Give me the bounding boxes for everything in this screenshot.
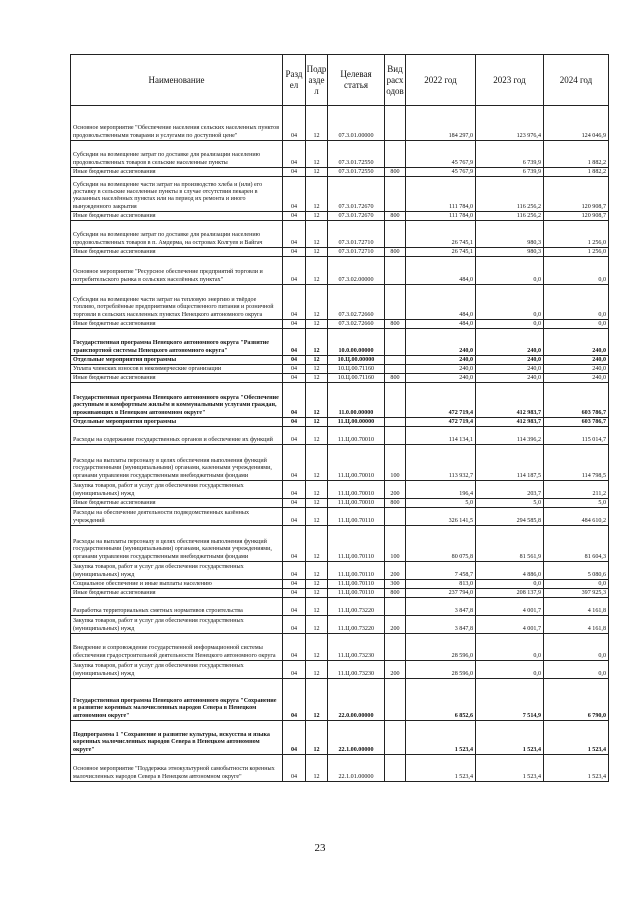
row-2022: 813,0	[406, 580, 476, 589]
row-expense-type: 800	[385, 248, 406, 257]
row-expense-type	[385, 418, 406, 427]
row-subsection: 12	[306, 598, 328, 616]
row-section: 04	[283, 634, 306, 661]
row-2024: 5,0	[544, 499, 609, 508]
row-target: 11.Ц.00.70010	[328, 499, 385, 508]
row-target: 10.Ц.00.71160	[328, 365, 385, 374]
row-target: 11.Ц.00.70110	[328, 580, 385, 589]
row-section: 04	[283, 616, 306, 634]
row-target: 11.Ц.00.70010	[328, 445, 385, 481]
row-target: 10.0.00.00000	[328, 329, 385, 356]
row-subsection: 12	[306, 721, 328, 755]
row-expense-type: 800	[385, 499, 406, 508]
row-2022: 1 523,4	[406, 721, 476, 755]
row-section: 04	[283, 427, 306, 445]
row-subsection: 12	[306, 285, 328, 320]
row-2022: 196,4	[406, 481, 476, 499]
row-name: Иные бюджетные ассигнования	[71, 499, 283, 508]
row-2023: 6 739,9	[476, 168, 544, 177]
row-section: 04	[283, 383, 306, 418]
page-number: 23	[314, 842, 326, 854]
table-row	[71, 106, 609, 141]
row-expense-type	[385, 679, 406, 721]
row-2023: 81 561,9	[476, 526, 544, 562]
row-2022: 111 784,0	[406, 177, 476, 212]
row-subsection: 12	[306, 383, 328, 418]
row-expense-type	[385, 356, 406, 365]
row-2023: 116 256,2	[476, 177, 544, 212]
row-2024: 4 161,8	[544, 598, 609, 616]
table-row	[71, 383, 609, 418]
row-2022: 326 141,5	[406, 508, 476, 526]
row-2023: 240,0	[476, 374, 544, 383]
row-2024: 1 523,4	[544, 755, 609, 782]
row-name: Основное мероприятие "Ресурсное обеспечение предприятий торговли и потребительского рынка в сельских населённых пунктах"	[71, 257, 283, 285]
table-row	[71, 320, 609, 329]
row-2022: 28 596,0	[406, 634, 476, 661]
row-name: Подпрограмма 1 "Сохранение и развитие культуры, искусства и языка коренных малочисленных народов Севера в Ненецком автономном округе"	[71, 721, 283, 755]
row-expense-type: 800	[385, 374, 406, 383]
row-expense-type: 300	[385, 580, 406, 589]
table-row	[71, 755, 609, 782]
row-2024: 211,2	[544, 481, 609, 499]
row-2022: 45 767,9	[406, 168, 476, 177]
row-target: 07.3.01.72710	[328, 221, 385, 248]
row-2024: 603 786,7	[544, 383, 609, 418]
row-2023: 4 886,0	[476, 562, 544, 580]
row-expense-type: 200	[385, 616, 406, 634]
row-2024: 240,0	[544, 329, 609, 356]
row-name: Субсидии на возмещение части затрат на производство хлеба и (или) его доставку в сельские населенные пункты в случае отсутствия пекарен в указанных населённых пунктах или на период их ремонта и иного вынужденного закрытия	[71, 177, 283, 212]
row-2022: 114 134,1	[406, 427, 476, 445]
row-section: 04	[283, 418, 306, 427]
row-subsection: 12	[306, 168, 328, 177]
row-subsection: 12	[306, 499, 328, 508]
table-row	[71, 616, 609, 634]
row-2024: 6 790,0	[544, 679, 609, 721]
row-2022: 472 719,4	[406, 418, 476, 427]
row-name: Отдельные мероприятия программы	[71, 356, 283, 365]
row-subsection: 12	[306, 106, 328, 141]
row-2023: 0,0	[476, 257, 544, 285]
row-2024: 114 798,5	[544, 445, 609, 481]
row-2022: 45 767,9	[406, 141, 476, 168]
row-2022: 26 745,1	[406, 248, 476, 257]
table-row	[71, 598, 609, 616]
row-2022: 240,0	[406, 374, 476, 383]
row-target: 11.Ц.00.70010	[328, 481, 385, 499]
row-name: Государственная программа Ненецкого автономного округа "Сохранение и развитие коренных малочисленных народов Севера в Ненецком автономном округе"	[71, 679, 283, 721]
table-row	[71, 679, 609, 721]
row-section: 04	[283, 168, 306, 177]
row-expense-type: 100	[385, 445, 406, 481]
row-2022: 240,0	[406, 329, 476, 356]
table-row	[71, 661, 609, 679]
row-target: 11.Ц.00.73220	[328, 598, 385, 616]
row-expense-type	[385, 285, 406, 320]
row-2024: 397 925,3	[544, 589, 609, 598]
row-name: Иные бюджетные ассигнования	[71, 168, 283, 177]
row-subsection: 12	[306, 248, 328, 257]
table-row	[71, 285, 609, 320]
row-expense-type	[385, 106, 406, 141]
row-expense-type	[385, 177, 406, 212]
row-target: 11.Ц.00.70110	[328, 508, 385, 526]
row-2024: 0,0	[544, 257, 609, 285]
row-2024: 81 604,3	[544, 526, 609, 562]
row-2024: 115 014,7	[544, 427, 609, 445]
row-2022: 26 745,1	[406, 221, 476, 248]
row-section: 04	[283, 365, 306, 374]
row-2022: 5,0	[406, 499, 476, 508]
row-name: Основное мероприятие "Обеспечение населения сельских населенных пунктов продовольственными товарами и услугами по доступной цене"	[71, 106, 283, 141]
table-row	[71, 212, 609, 221]
row-2024: 120 908,7	[544, 177, 609, 212]
budget-table	[70, 54, 609, 782]
row-target: 11.Ц.00.73230	[328, 634, 385, 661]
row-section: 04	[283, 679, 306, 721]
row-expense-type: 200	[385, 661, 406, 679]
row-subsection: 12	[306, 418, 328, 427]
row-target: 22.0.00.00000	[328, 679, 385, 721]
row-2024: 0,0	[544, 661, 609, 679]
row-2024: 1 256,0	[544, 248, 609, 257]
row-2023: 4 001,7	[476, 598, 544, 616]
row-name: Социальное обеспечение и иные выплаты населению	[71, 580, 283, 589]
row-2024: 0,0	[544, 320, 609, 329]
row-name: Расходы на выплаты персоналу в целях обеспечения выполнения функций государственными (муниципальными) органами, казенными учреждениями, органами управления государственными внебюджетными фондами	[71, 526, 283, 562]
row-2022: 3 847,8	[406, 616, 476, 634]
row-2023: 240,0	[476, 329, 544, 356]
header-2023: 2023 год	[476, 55, 544, 106]
row-section: 04	[283, 580, 306, 589]
row-2023: 0,0	[476, 285, 544, 320]
row-subsection: 12	[306, 141, 328, 168]
row-target: 22.1.00.00000	[328, 721, 385, 755]
row-section: 04	[283, 661, 306, 679]
row-target: 07.3.01.72710	[328, 248, 385, 257]
row-subsection: 12	[306, 589, 328, 598]
row-target: 10.Ц.00.71160	[328, 374, 385, 383]
row-target: 11.Ц.00.00000	[328, 418, 385, 427]
row-subsection: 12	[306, 679, 328, 721]
row-2023: 240,0	[476, 356, 544, 365]
row-section: 04	[283, 755, 306, 782]
row-name: Государственная программа Ненецкого автономного округа "Обеспечение доступным и комфортным жильём и коммунальными услугами граждан, проживающих в Ненецком автономном округе"	[71, 383, 283, 418]
row-subsection: 12	[306, 427, 328, 445]
row-2023: 294 585,8	[476, 508, 544, 526]
row-2024: 0,0	[544, 634, 609, 661]
row-expense-type: 200	[385, 562, 406, 580]
row-name: Закупка товаров, работ и услуг для обеспечения государственных (муниципальных) нужд	[71, 562, 283, 580]
row-section: 04	[283, 526, 306, 562]
table-row	[71, 721, 609, 755]
table-row	[71, 589, 609, 598]
row-expense-type	[385, 634, 406, 661]
row-subsection: 12	[306, 356, 328, 365]
table-row	[71, 177, 609, 212]
table-row	[71, 508, 609, 526]
row-2023: 412 983,7	[476, 418, 544, 427]
row-expense-type	[385, 257, 406, 285]
row-2023: 123 976,4	[476, 106, 544, 141]
row-name: Закупка товаров, работ и услуг для обеспечения государственных (муниципальных) нужд	[71, 616, 283, 634]
row-target: 07.3.02.00000	[328, 257, 385, 285]
row-2023: 208 137,9	[476, 589, 544, 598]
row-2023: 0,0	[476, 320, 544, 329]
row-target: 07.3.01.72550	[328, 141, 385, 168]
row-name: Иные бюджетные ассигнования	[71, 320, 283, 329]
row-2022: 1 523,4	[406, 755, 476, 782]
row-subsection: 12	[306, 562, 328, 580]
table-row	[71, 481, 609, 499]
row-2022: 484,0	[406, 320, 476, 329]
table-row	[71, 499, 609, 508]
row-subsection: 12	[306, 481, 328, 499]
table-row	[71, 526, 609, 562]
header-2024: 2024 год	[544, 55, 609, 106]
row-section: 04	[283, 248, 306, 257]
row-section: 04	[283, 589, 306, 598]
header-expense-type: Вид расх одов	[385, 55, 406, 106]
row-expense-type	[385, 721, 406, 755]
row-2022: 80 075,8	[406, 526, 476, 562]
header-section: Разд ел	[283, 55, 306, 106]
row-name: Субсидии на возмещение затрат по доставке для реализации населению продовольственных товаров в сельские населенные пункты	[71, 141, 283, 168]
row-target: 11.Ц.00.70110	[328, 589, 385, 598]
row-expense-type	[385, 508, 406, 526]
row-section: 04	[283, 508, 306, 526]
table-row	[71, 418, 609, 427]
row-expense-type	[385, 598, 406, 616]
row-section: 04	[283, 445, 306, 481]
table-row	[71, 374, 609, 383]
row-subsection: 12	[306, 374, 328, 383]
row-name: Основное мероприятие "Поддержка этнокультурной самобытности коренных малочисленных народов Севера в Ненецком автономном округе"	[71, 755, 283, 782]
row-2023: 7 514,9	[476, 679, 544, 721]
row-target: 11.0.00.00000	[328, 383, 385, 418]
row-2022: 7 458,7	[406, 562, 476, 580]
row-2023: 5,0	[476, 499, 544, 508]
table-header-row	[71, 55, 609, 106]
row-2024: 5 080,6	[544, 562, 609, 580]
row-2022: 240,0	[406, 356, 476, 365]
row-subsection: 12	[306, 526, 328, 562]
row-2024: 1 256,0	[544, 221, 609, 248]
row-name: Субсидии на возмещение затрат по доставке для реализации населению продовольственных товаров в п. Амдерма, на островах Колгуев и Вайгач	[71, 221, 283, 248]
row-2022: 237 794,0	[406, 589, 476, 598]
row-2023: 0,0	[476, 634, 544, 661]
row-subsection: 12	[306, 755, 328, 782]
row-2024: 1 523,4	[544, 721, 609, 755]
row-subsection: 12	[306, 320, 328, 329]
row-name: Отдельные мероприятия программы	[71, 418, 283, 427]
row-expense-type	[385, 221, 406, 248]
row-target: 11.Ц.00.70010	[328, 427, 385, 445]
row-subsection: 12	[306, 445, 328, 481]
row-section: 04	[283, 499, 306, 508]
row-2023: 116 256,2	[476, 212, 544, 221]
table-row	[71, 168, 609, 177]
row-2022: 113 932,7	[406, 445, 476, 481]
row-section: 04	[283, 721, 306, 755]
row-2023: 980,3	[476, 248, 544, 257]
row-subsection: 12	[306, 508, 328, 526]
row-expense-type	[385, 329, 406, 356]
row-target: 11.Ц.00.70110	[328, 562, 385, 580]
row-section: 04	[283, 598, 306, 616]
row-2024: 0,0	[544, 580, 609, 589]
row-target: 07.3.01.72550	[328, 168, 385, 177]
row-name: Расходы на обеспечение деятельности подведомственных казённых учреждений	[71, 508, 283, 526]
row-2023: 114 396,2	[476, 427, 544, 445]
row-expense-type: 800	[385, 168, 406, 177]
row-name: Иные бюджетные ассигнования	[71, 374, 283, 383]
row-2023: 412 983,7	[476, 383, 544, 418]
row-target: 07.3.01.72670	[328, 212, 385, 221]
row-2022: 111 784,0	[406, 212, 476, 221]
row-2022: 484,0	[406, 257, 476, 285]
table-row	[71, 580, 609, 589]
table-row	[71, 356, 609, 365]
row-2024: 0,0	[544, 285, 609, 320]
row-section: 04	[283, 257, 306, 285]
row-section: 04	[283, 329, 306, 356]
row-name: Иные бюджетные ассигнования	[71, 589, 283, 598]
row-2024: 1 882,2	[544, 168, 609, 177]
row-2022: 28 596,0	[406, 661, 476, 679]
row-subsection: 12	[306, 257, 328, 285]
row-section: 04	[283, 374, 306, 383]
row-2023: 4 001,7	[476, 616, 544, 634]
row-name: Субсидии на возмещение части затрат на тепловую энергию и твёрдое топливо, потреблённые предприятиями общественного питания и розничной торговли в сельских населенных пунктах Ненецкого автономного округа	[71, 285, 283, 320]
row-2023: 0,0	[476, 661, 544, 679]
table-row	[71, 221, 609, 248]
row-subsection: 12	[306, 661, 328, 679]
row-expense-type: 800	[385, 589, 406, 598]
header-target: Целевая статья	[328, 55, 385, 106]
row-2024: 603 786,7	[544, 418, 609, 427]
row-2022: 472 719,4	[406, 383, 476, 418]
table-row	[71, 427, 609, 445]
row-target: 10.Ц.00.00000	[328, 356, 385, 365]
row-2023: 980,3	[476, 221, 544, 248]
row-2024: 124 046,9	[544, 106, 609, 141]
row-2022: 184 297,0	[406, 106, 476, 141]
row-2022: 240,0	[406, 365, 476, 374]
table-row	[71, 445, 609, 481]
row-expense-type: 800	[385, 212, 406, 221]
row-2023: 1 523,4	[476, 755, 544, 782]
header-name: Наименование	[71, 55, 283, 106]
row-2024: 240,0	[544, 365, 609, 374]
row-name: Иные бюджетные ассигнования	[71, 212, 283, 221]
row-2024: 120 908,7	[544, 212, 609, 221]
row-subsection: 12	[306, 365, 328, 374]
row-subsection: 12	[306, 221, 328, 248]
row-name: Разработка территориальных сметных нормативов строительства	[71, 598, 283, 616]
row-section: 04	[283, 141, 306, 168]
row-section: 04	[283, 212, 306, 221]
row-expense-type: 800	[385, 320, 406, 329]
row-expense-type: 100	[385, 526, 406, 562]
row-section: 04	[283, 481, 306, 499]
row-subsection: 12	[306, 634, 328, 661]
row-expense-type	[385, 141, 406, 168]
row-expense-type: 200	[385, 481, 406, 499]
row-name: Расходы на содержание государственных органов и обеспечение их функций	[71, 427, 283, 445]
row-2024: 240,0	[544, 356, 609, 365]
row-expense-type	[385, 365, 406, 374]
row-2023: 0,0	[476, 580, 544, 589]
row-subsection: 12	[306, 580, 328, 589]
row-section: 04	[283, 320, 306, 329]
row-target: 07.3.02.72660	[328, 320, 385, 329]
row-section: 04	[283, 562, 306, 580]
row-2022: 6 852,6	[406, 679, 476, 721]
row-target: 11.Ц.00.73220	[328, 616, 385, 634]
row-2024: 4 161,8	[544, 616, 609, 634]
header-subsection: Подр азде л	[306, 55, 328, 106]
row-target: 07.3.01.72670	[328, 177, 385, 212]
row-2023: 203,7	[476, 481, 544, 499]
row-target: 11.Ц.00.73230	[328, 661, 385, 679]
header-2022: 2022 год	[406, 55, 476, 106]
row-name: Внедрение и сопровождение государственной информационной системы обеспечения градостроительной деятельности Ненецкого автономного округа	[71, 634, 283, 661]
row-subsection: 12	[306, 212, 328, 221]
row-name: Государственная программа Ненецкого автономного округа "Развитие транспортной системы Ненецкого автономного округа"	[71, 329, 283, 356]
row-name: Уплата членских взносов в некоммерческие организации	[71, 365, 283, 374]
row-expense-type	[385, 755, 406, 782]
row-section: 04	[283, 356, 306, 365]
row-target: 07.3.02.72660	[328, 285, 385, 320]
row-name: Иные бюджетные ассигнования	[71, 248, 283, 257]
row-2022: 3 847,8	[406, 598, 476, 616]
row-target: 11.Ц.00.70110	[328, 526, 385, 562]
row-name: Расходы на выплаты персоналу в целях обеспечения выполнения функций государственными (муниципальными) органами, казенными учреждениями, органами управления государственными внебюджетными фондами	[71, 445, 283, 481]
row-name: Закупка товаров, работ и услуг для обеспечения государственных (муниципальных) нужд	[71, 661, 283, 679]
row-2022: 484,0	[406, 285, 476, 320]
row-target: 07.3.01.00000	[328, 106, 385, 141]
row-name: Закупка товаров, работ и услуг для обеспечения государственных (муниципальных) нужд	[71, 481, 283, 499]
row-expense-type	[385, 427, 406, 445]
row-2023: 240,0	[476, 365, 544, 374]
row-2023: 1 523,4	[476, 721, 544, 755]
row-section: 04	[283, 221, 306, 248]
table-row	[71, 141, 609, 168]
row-expense-type	[385, 383, 406, 418]
table-row	[71, 634, 609, 661]
row-2024: 1 882,2	[544, 141, 609, 168]
row-section: 04	[283, 177, 306, 212]
row-subsection: 12	[306, 329, 328, 356]
table-row	[71, 562, 609, 580]
table-row	[71, 329, 609, 356]
row-2024: 484 610,2	[544, 508, 609, 526]
row-subsection: 12	[306, 616, 328, 634]
row-2024: 240,0	[544, 374, 609, 383]
table-row	[71, 365, 609, 374]
table-row	[71, 257, 609, 285]
row-2023: 114 187,5	[476, 445, 544, 481]
row-section: 04	[283, 106, 306, 141]
row-2023: 6 739,9	[476, 141, 544, 168]
row-subsection: 12	[306, 177, 328, 212]
row-section: 04	[283, 285, 306, 320]
row-target: 22.1.01.00000	[328, 755, 385, 782]
table-row	[71, 248, 609, 257]
